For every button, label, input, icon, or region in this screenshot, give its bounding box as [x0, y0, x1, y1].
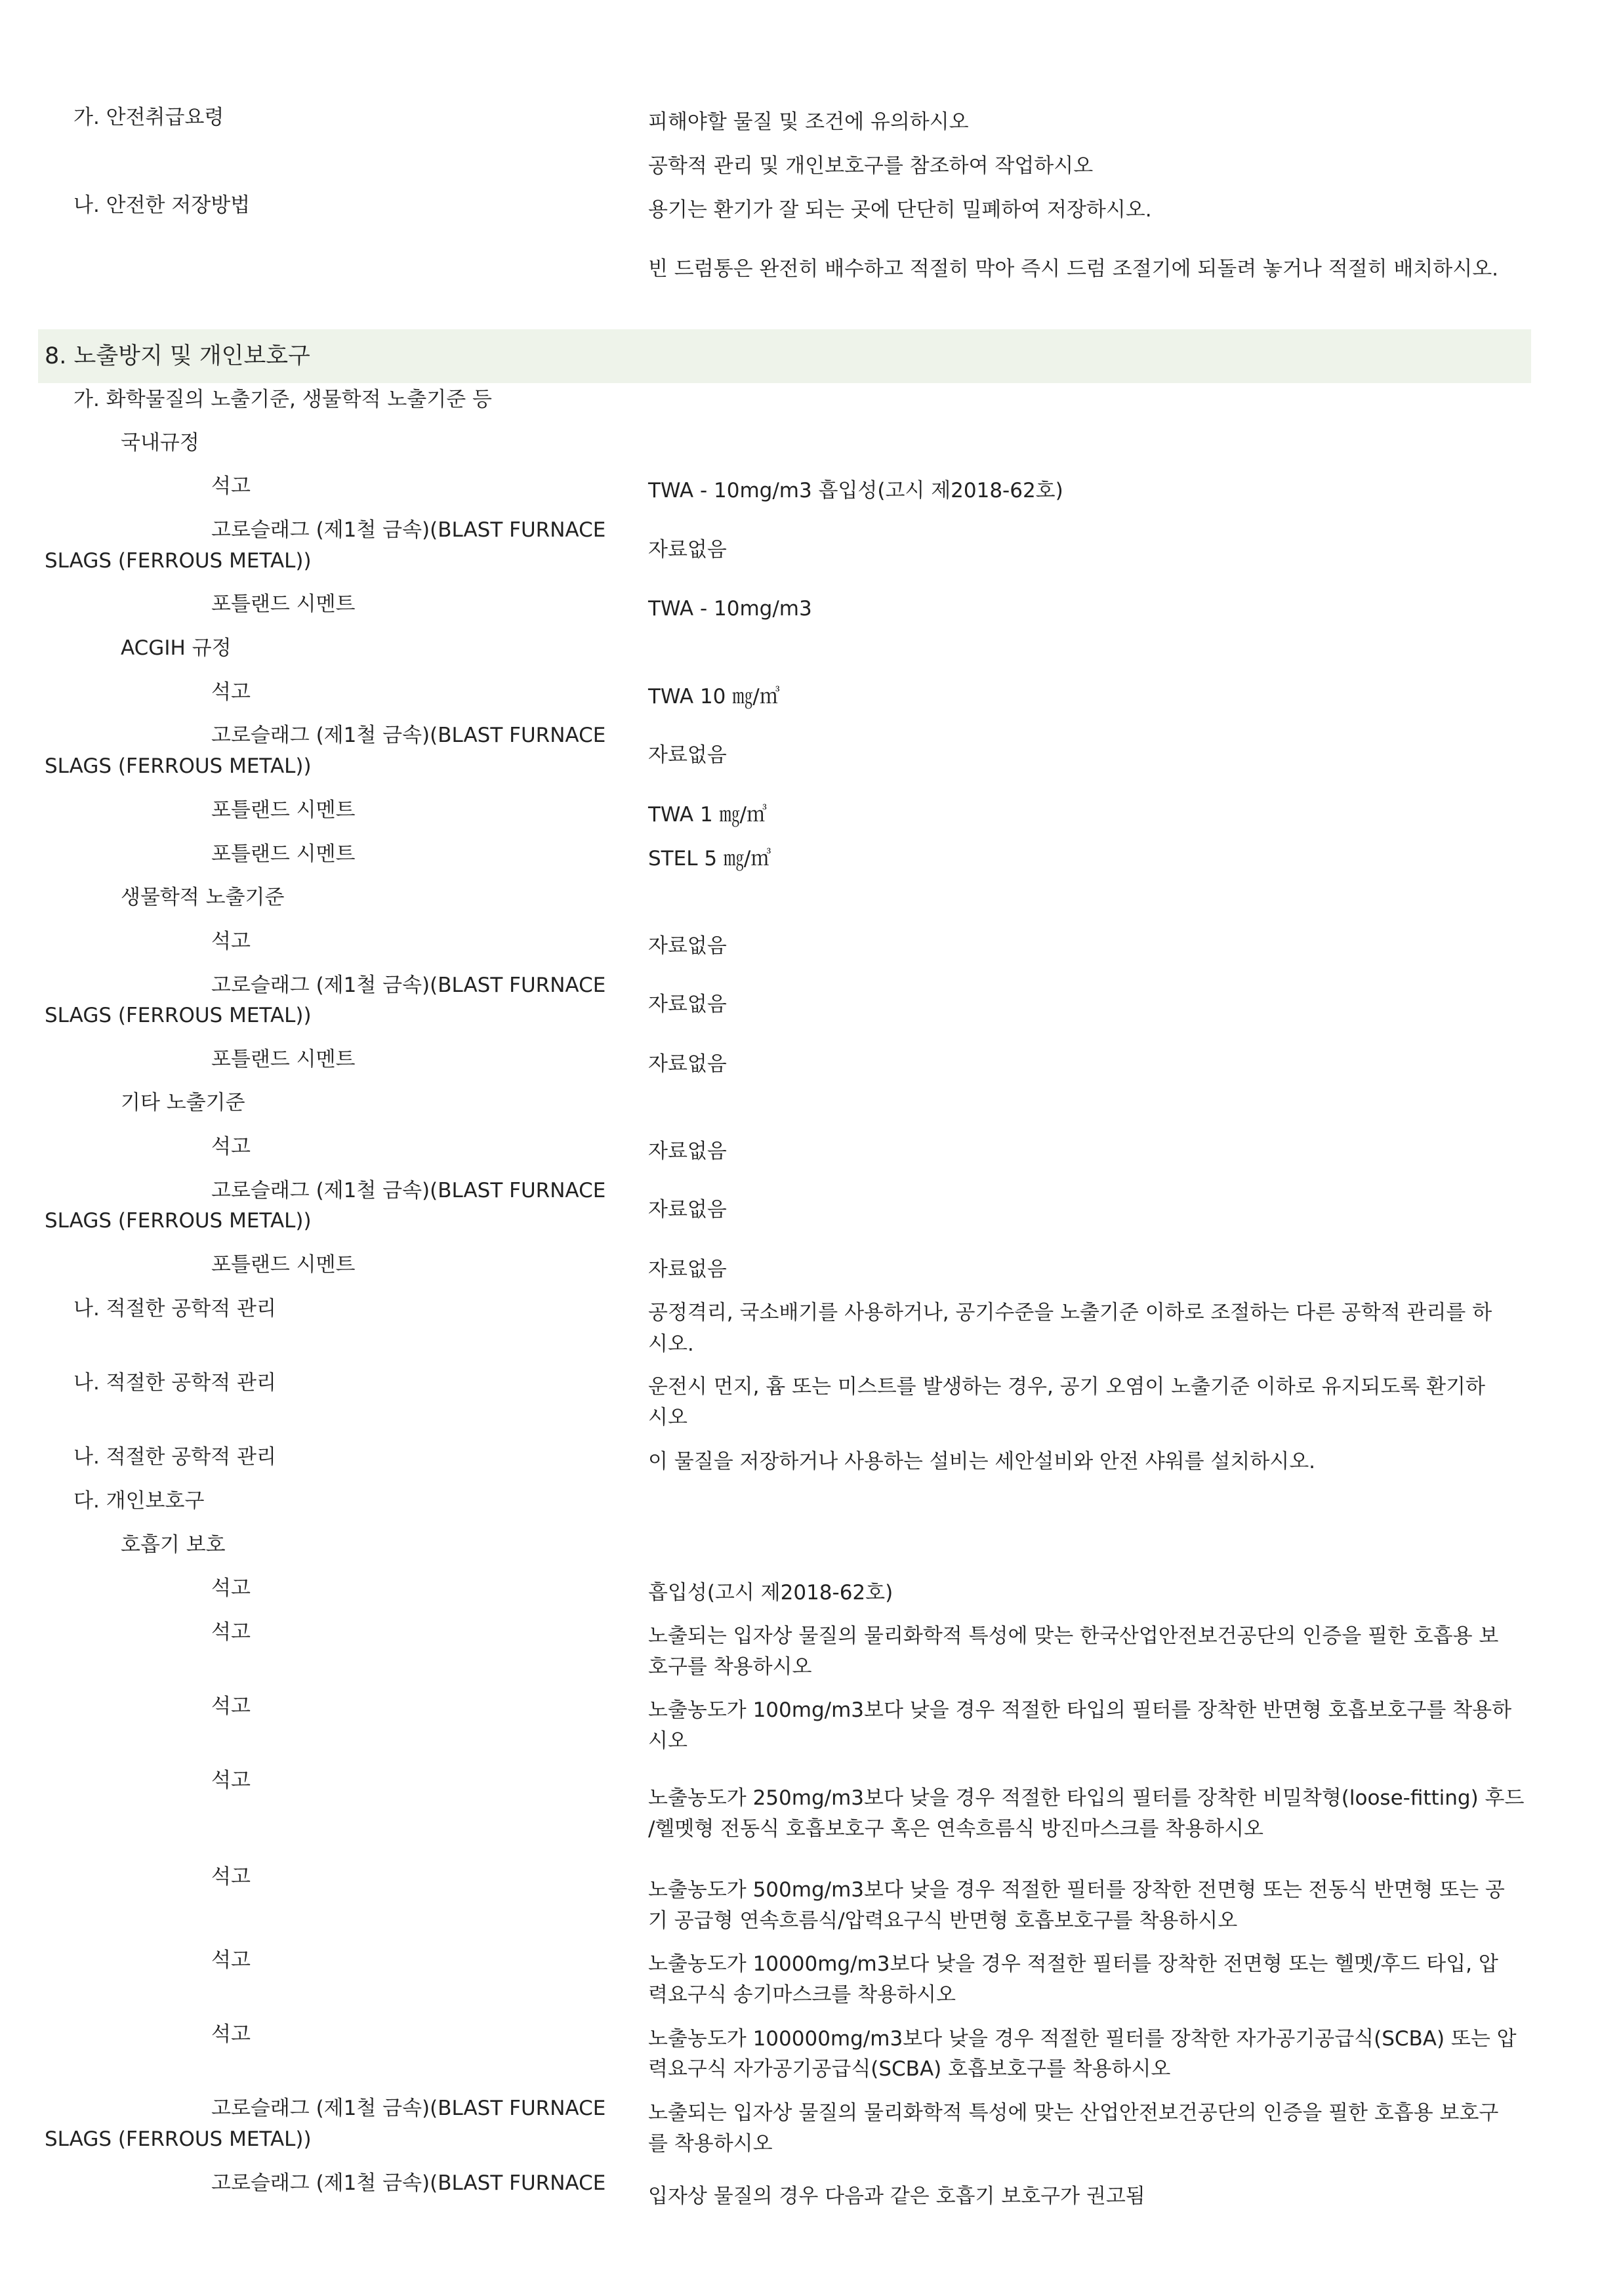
other-standard-label: 기타 노출기준: [121, 1091, 245, 1115]
ppe-gypsum-value-4-line1: 노출농도가 250mg/m3보다 낮을 경우 적절한 타입의 필터를 장착한 비밀착형(loose-fitting) 후드: [648, 1786, 1525, 1810]
ppe-gypsum-name-4: 석고: [211, 1769, 251, 1792]
safe-handling-line-1: 피해야할 물질 및 조건에 유의하시오: [648, 110, 969, 134]
ppe-gypsum-value-4-line2: /헬멧형 전동식 호흡보호구 혹은 연속흐름식 방진마스크를 착용하시오: [648, 1817, 1263, 1841]
acgih-slag-value: 자료없음: [648, 743, 727, 767]
ppe-slag-value-line2: 를 착용하시오: [648, 2132, 773, 2156]
ppe-gypsum-value-5-line2: 기 공급형 연속흐름식/압력요구식 반면형 호흡보호구를 착용하시오: [648, 1909, 1238, 1933]
ppe-slag-name-line2: SLAGS (FERROUS METAL)): [45, 2127, 312, 2151]
bio-cement-name: 포틀랜드 시멘트: [211, 1048, 356, 1071]
ppe-gypsum-value-3-line1: 노출농도가 100mg/m3보다 낮을 경우 적절한 타입의 필터를 장착한 반면형 호흡보호구를 착용하: [648, 1698, 1512, 1722]
bio-gypsum-name: 석고: [211, 930, 251, 953]
safe-handling-line-2: 공학적 관리 및 개인보호구를 참조하여 작업하시오: [648, 154, 1094, 178]
engineering-control-label-2: 나. 적절한 공학적 관리: [73, 1371, 276, 1395]
domestic-slag-value: 자료없음: [648, 538, 727, 562]
ppe-gypsum-name-3: 석고: [211, 1694, 251, 1718]
acgih-gypsum-name: 석고: [211, 680, 251, 704]
bio-slag-name-line2: SLAGS (FERROUS METAL)): [45, 1004, 312, 1027]
ppe-slag-value-line1: 노출되는 입자상 물질의 물리화학적 특성에 맞는 산업안전보건공단의 인증을 필한 호흡용 보호구: [648, 2101, 1499, 2125]
engineering-control-label-1: 나. 적절한 공학적 관리: [73, 1297, 276, 1321]
acgih-regulation-label: ACGIH 규정: [121, 636, 232, 660]
section-title: 8. 노출방지 및 개인보호구: [45, 343, 310, 369]
other-slag-value: 자료없음: [648, 1198, 727, 1221]
other-slag-name-line1: 고로슬래그 (제1철 금속)(BLAST FURNACE: [211, 1179, 606, 1202]
safe-storage-label: 나. 안전한 저장방법: [73, 194, 251, 217]
acgih-cement-stel-value: STEL 5 ㎎/㎥: [648, 847, 771, 871]
engineering-control-2-line1: 운전시 먼지, 흄 또는 미스트를 발생하는 경우, 공기 오염이 노출기준 이하로 유지되도록 환기하: [648, 1375, 1485, 1399]
acgih-slag-name-line1: 고로슬래그 (제1철 금속)(BLAST FURNACE: [211, 724, 606, 747]
ppe-slag-name-2: 고로슬래그 (제1철 금속)(BLAST FURNACE: [211, 2171, 606, 2195]
bio-slag-name-line1: 고로슬래그 (제1철 금속)(BLAST FURNACE: [211, 974, 606, 997]
acgih-slag-name-line2: SLAGS (FERROUS METAL)): [45, 754, 312, 778]
acgih-cement-twa-value: TWA 1 ㎎/㎥: [648, 803, 767, 827]
acgih-cement-twa-name: 포틀랜드 시멘트: [211, 798, 356, 822]
other-gypsum-value: 자료없음: [648, 1139, 727, 1163]
domestic-slag-name-line2: SLAGS (FERROUS METAL)): [45, 549, 312, 573]
safe-handling-label: 가. 안전취급요령: [73, 106, 224, 129]
acgih-cement-stel-name: 포틀랜드 시멘트: [211, 842, 356, 866]
other-cement-value: 자료없음: [648, 1258, 727, 1281]
ppe-heading: 다. 개인보호구: [73, 1489, 205, 1513]
domestic-slag-name-line1: 고로슬래그 (제1철 금속)(BLAST FURNACE: [211, 518, 606, 542]
ppe-gypsum-value-1: 흡입성(고시 제2018-62호): [648, 1581, 893, 1605]
other-cement-name: 포틀랜드 시멘트: [211, 1253, 356, 1277]
ppe-gypsum-name-6: 석고: [211, 1948, 251, 1972]
ppe-gypsum-name-5: 석고: [211, 1865, 251, 1889]
acgih-gypsum-value: TWA 10 ㎎/㎥: [648, 685, 780, 708]
safe-storage-line-1: 용기는 환기가 잘 되는 곳에 단단히 밀폐하여 저장하시오.: [648, 198, 1152, 222]
ppe-gypsum-name-2: 석고: [211, 1620, 251, 1644]
bio-slag-value: 자료없음: [648, 993, 727, 1016]
safe-storage-line-2: 빈 드럼통은 완전히 배수하고 적절히 막아 즉시 드럼 조절기에 되돌려 놓거나 적절히 배치하시오.: [648, 257, 1498, 281]
ppe-gypsum-value-2-line1: 노출되는 입자상 물질의 물리화학적 특성에 맞는 한국산업안전보건공단의 인증을 필한 호흡용 보: [648, 1624, 1499, 1648]
engineering-control-3: 이 물질을 저장하거나 사용하는 설비는 세안설비와 안전 샤워를 설치하시오.: [648, 1450, 1316, 1473]
other-slag-name-line2: SLAGS (FERROUS METAL)): [45, 1209, 312, 1233]
engineering-control-2-line2: 시오: [648, 1406, 687, 1429]
engineering-control-1-line1: 공정격리, 국소배기를 사용하거나, 공기수준을 노출기준 이하로 조절하는 다른 공학적 관리를 하: [648, 1301, 1492, 1324]
bio-gypsum-value: 자료없음: [648, 934, 727, 958]
ppe-slag-name-line1: 고로슬래그 (제1철 금속)(BLAST FURNACE: [211, 2097, 606, 2120]
ppe-gypsum-value-6-line1: 노출농도가 10000mg/m3보다 낮을 경우 적절한 필터를 장착한 전면형 또는 헬멧/후드 타입, 압: [648, 1952, 1498, 1976]
other-gypsum-name: 석고: [211, 1135, 251, 1158]
domestic-regulation-label: 국내규정: [121, 431, 199, 455]
ppe-slag-value-2: 입자상 물질의 경우 다음과 같은 호흡기 보호구가 권고됨: [648, 2184, 1145, 2208]
domestic-cement-value: TWA - 10mg/m3: [648, 597, 812, 621]
engineering-control-1-line2: 시오.: [648, 1332, 694, 1356]
ppe-gypsum-name-1: 석고: [211, 1576, 251, 1600]
ppe-gypsum-name-7: 석고: [211, 2022, 251, 2046]
exposure-standards-heading: 가. 화학물질의 노출기준, 생물학적 노출기준 등: [73, 388, 492, 411]
biological-standard-label: 생물학적 노출기준: [121, 886, 285, 909]
domestic-gypsum-value: TWA - 10mg/m3 흡입성(고시 제2018-62호): [648, 479, 1063, 502]
bio-cement-value: 자료없음: [648, 1052, 727, 1076]
ppe-gypsum-value-5-line1: 노출농도가 500mg/m3보다 낮을 경우 적절한 필터를 장착한 전면형 또는 전동식 반면형 또는 공: [648, 1878, 1505, 1902]
respiratory-protection-label: 호흡기 보호: [121, 1533, 226, 1557]
ppe-gypsum-value-7-line2: 력요구식 자가공기공급식(SCBA) 호흡보호구를 착용하시오: [648, 2057, 1171, 2081]
ppe-gypsum-value-7-line1: 노출농도가 100000mg/m3보다 낮을 경우 적절한 필터를 장착한 자가공기공급식(SCBA) 또는 압: [648, 2027, 1517, 2051]
domestic-gypsum-name: 석고: [211, 474, 251, 498]
ppe-gypsum-value-6-line2: 력요구식 송기마스크를 착용하시오: [648, 1983, 956, 2007]
ppe-gypsum-value-3-line2: 시오: [648, 1729, 687, 1753]
ppe-gypsum-value-2-line2: 호구를 착용하시오: [648, 1655, 812, 1679]
domestic-cement-name: 포틀랜드 시멘트: [211, 592, 356, 616]
engineering-control-label-3: 나. 적절한 공학적 관리: [73, 1445, 276, 1469]
